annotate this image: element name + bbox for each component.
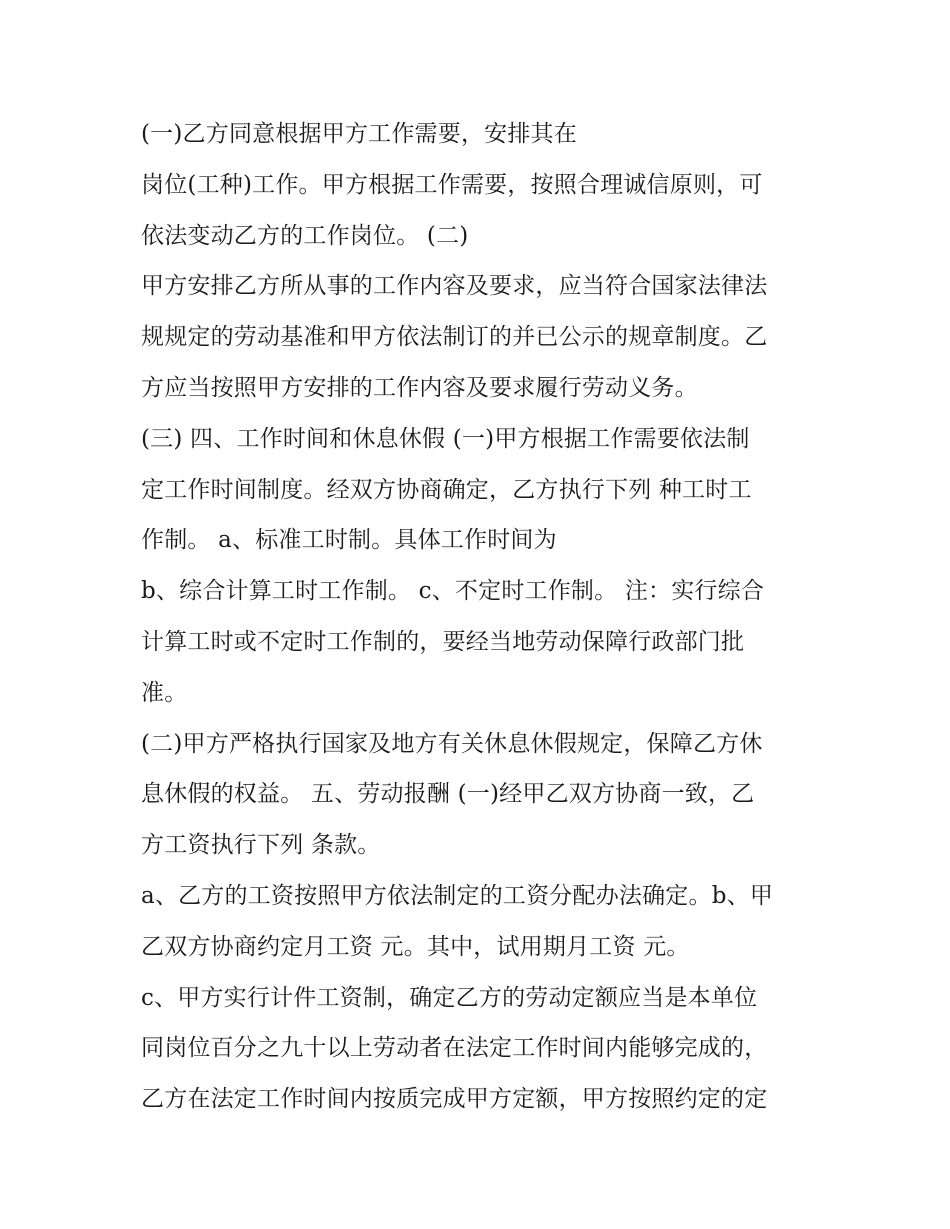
text-line: 准。 [141, 679, 188, 706]
text-line: 乙方在法定工作时间内按质完成甲方定额，甲方按照约定的定 [141, 1086, 768, 1113]
text-line: 计算工时或不定时工作制的，要经当地劳动保障行政部门批 [141, 628, 745, 655]
text-line: 作制。 a、标准工时制。具体工作时间为 [141, 527, 557, 554]
text-line: 乙双方协商约定月工资 元。其中，试用期月工资 元。 [141, 933, 690, 960]
text-line: 息休假的权益。 五、劳动报酬 (一)经甲乙双方协商一致，乙 [141, 781, 755, 808]
text-line: (二)甲方严格执行国家及地方有关休息休假规定，保障乙方休 [141, 730, 763, 757]
text-line: b、综合计算工时工作制。 c、不定时工作制。 注：实行综合 [141, 578, 765, 605]
text-line: 甲方安排乙方所从事的工作内容及要求，应当符合国家法律法 [141, 273, 768, 300]
text-line: 同岗位百分之九十以上劳动者在法定工作时间内能够完成的， [141, 1035, 768, 1062]
text-line: (一)乙方同意根据甲方工作需要，安排其在 [141, 121, 577, 147]
text-line: 定工作时间制度。经双方协商确定，乙方执行下列 种工时工 [141, 476, 752, 503]
text-line: 规规定的劳动基准和甲方依法制订的并已公示的规章制度。乙 [141, 324, 768, 351]
document-body [141, 109, 841, 1125]
text-line: 岗位(工种)工作。甲方根据工作需要，按照合理诚信原则，可 [141, 171, 763, 198]
text-line: (三) 四、工作时间和休息休假 (一)甲方根据工作需要依法制 [141, 425, 750, 452]
text-line: c、甲方实行计件工资制，确定乙方的劳动定额应当是本单位 [141, 984, 758, 1011]
text-line: 依法变动乙方的工作岗位。 (二) [141, 222, 469, 249]
text-line: 方应当按照甲方安排的工作内容及要求履行劳动义务。 [141, 374, 698, 401]
text-line: a、乙方的工资按照甲方依法制定的工资分配办法确定。b、甲 [141, 882, 774, 909]
text-line: 方工资执行下列 条款。 [141, 832, 381, 859]
